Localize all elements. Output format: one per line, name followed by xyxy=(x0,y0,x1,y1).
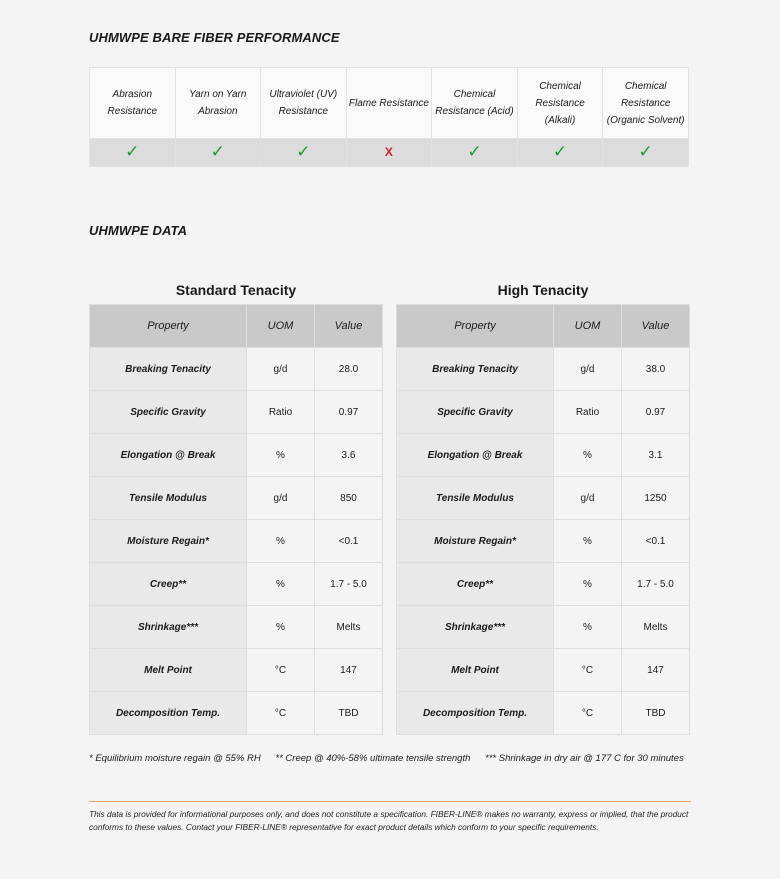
value-cell: 147 xyxy=(315,649,382,691)
uom-cell: °C xyxy=(247,692,314,734)
footnote-moisture: * Equilibrium moisture regain @ 55% RH xyxy=(89,753,261,764)
uom-cell: % xyxy=(247,520,314,562)
property-cell: Moisture Regain* xyxy=(397,520,553,562)
value-header: Value xyxy=(622,305,689,347)
property-cell: Moisture Regain* xyxy=(90,520,246,562)
footnotes xyxy=(89,753,696,764)
uom-header: UOM xyxy=(247,305,314,347)
property-cell: Specific Gravity xyxy=(90,391,246,433)
footnote-shrinkage: *** Shrinkage in dry air @ 177 C for 30 minutes xyxy=(485,753,684,764)
cross-icon: X xyxy=(384,144,393,159)
uom-cell: °C xyxy=(247,649,314,691)
uom-cell: % xyxy=(554,606,621,648)
table-row xyxy=(90,649,382,691)
value-cell: Melts xyxy=(622,606,689,648)
standard-tenacity-block xyxy=(89,280,383,735)
table-row xyxy=(90,434,382,476)
performance-column-label: Chemical Resistance (Acid) xyxy=(432,68,517,138)
performance-column-label: Ultraviolet (UV) Resistance xyxy=(261,68,346,138)
value-cell: 1.7 - 5.0 xyxy=(622,563,689,605)
uom-cell: g/d xyxy=(554,348,621,390)
uom-cell: Ratio xyxy=(247,391,314,433)
table-row xyxy=(90,563,382,605)
check-icon: ✓ xyxy=(210,141,225,161)
property-cell: Melt Point xyxy=(397,649,553,691)
high-tenacity-block xyxy=(396,280,690,735)
table-row xyxy=(397,434,689,476)
high-tenacity-table xyxy=(396,304,690,735)
uom-cell: % xyxy=(554,434,621,476)
performance-column-label: Chemical Resistance (Alkali) xyxy=(518,68,603,138)
table-row xyxy=(397,348,689,390)
table-row xyxy=(397,649,689,691)
data-section-title: UHMWPE DATA xyxy=(89,223,188,238)
check-icon: ✓ xyxy=(125,141,140,161)
table-row xyxy=(397,563,689,605)
table-row xyxy=(90,348,382,390)
uom-header: UOM xyxy=(554,305,621,347)
performance-marks-row xyxy=(90,139,688,166)
standard-tenacity-table xyxy=(89,304,383,735)
table-row xyxy=(90,692,382,734)
table-row xyxy=(397,477,689,519)
table-header-row xyxy=(397,305,689,347)
divider-rule xyxy=(89,801,691,802)
property-cell: Melt Point xyxy=(90,649,246,691)
check-icon: ✓ xyxy=(552,141,568,161)
property-cell: Shrinkage*** xyxy=(397,606,553,648)
property-cell: Specific Gravity xyxy=(397,391,553,433)
uom-cell: g/d xyxy=(247,477,314,519)
check-icon: ✓ xyxy=(467,141,482,161)
property-cell: Tensile Modulus xyxy=(397,477,553,519)
property-cell: Creep** xyxy=(397,563,553,605)
uom-cell: °C xyxy=(554,649,621,691)
table-header-row xyxy=(90,305,382,347)
footnote-creep: ** Creep @ 40%-58% ultimate tensile strength xyxy=(275,753,471,764)
property-header: Property xyxy=(397,305,553,347)
uom-cell: % xyxy=(247,563,314,605)
value-cell: 0.97 xyxy=(622,391,689,433)
value-cell: 38.0 xyxy=(622,348,689,390)
uom-cell: % xyxy=(554,563,621,605)
table-row xyxy=(397,520,689,562)
uom-cell: °C xyxy=(554,692,621,734)
table-row xyxy=(397,606,689,648)
property-cell: Elongation @ Break xyxy=(397,434,553,476)
property-cell: Elongation @ Break xyxy=(90,434,246,476)
value-header: Value xyxy=(315,305,382,347)
value-cell: 3.1 xyxy=(622,434,689,476)
property-cell: Breaking Tenacity xyxy=(90,348,246,390)
property-cell: Breaking Tenacity xyxy=(397,348,553,390)
table-row xyxy=(397,692,689,734)
uom-cell: Ratio xyxy=(554,391,621,433)
disclaimer-text: This data is provided for informational purposes only, and does not constitute a specification. FIBER-LINE® makes no warranty, express or implied, that the product conforms to these values. Contact your FIBER-LINE® representative for exact product details which conform to your specific requirements. xyxy=(89,809,689,832)
table-row xyxy=(90,606,382,648)
property-cell: Tensile Modulus xyxy=(90,477,246,519)
value-cell: Melts xyxy=(315,606,382,648)
value-cell: TBD xyxy=(315,692,382,734)
uom-cell: % xyxy=(247,434,314,476)
property-cell: Decomposition Temp. xyxy=(397,692,553,734)
performance-column-label: Chemical Resistance (Organic Solvent) xyxy=(603,68,688,138)
value-cell: 147 xyxy=(622,649,689,691)
value-cell: 1250 xyxy=(622,477,689,519)
value-cell: <0.1 xyxy=(622,520,689,562)
uom-cell: g/d xyxy=(554,477,621,519)
check-icon: ✓ xyxy=(638,141,653,161)
table-row xyxy=(90,391,382,433)
performance-header-row xyxy=(90,68,688,138)
performance-column-label: Abrasion Resistance xyxy=(90,68,175,138)
value-cell: 28.0 xyxy=(315,348,382,390)
table-row xyxy=(397,391,689,433)
uom-cell: % xyxy=(247,606,314,648)
value-cell: TBD xyxy=(622,692,689,734)
value-cell: 850 xyxy=(315,477,382,519)
performance-column-label: Flame Resistance xyxy=(347,68,432,138)
uom-cell: g/d xyxy=(247,348,314,390)
value-cell: 0.97 xyxy=(315,391,382,433)
high-tenacity-title: High Tenacity xyxy=(497,282,589,298)
property-header: Property xyxy=(90,305,246,347)
value-cell: 3.6 xyxy=(315,434,382,476)
standard-tenacity-title: Standard Tenacity xyxy=(175,282,297,298)
table-row xyxy=(90,520,382,562)
fiber-performance-table xyxy=(89,67,689,167)
value-cell: <0.1 xyxy=(315,520,382,562)
property-cell: Shrinkage*** xyxy=(90,606,246,648)
table-row xyxy=(90,477,382,519)
property-cell: Creep** xyxy=(90,563,246,605)
value-cell: 1.7 - 5.0 xyxy=(315,563,382,605)
performance-column-label: Yarn on Yarn Abrasion xyxy=(176,68,260,138)
check-icon: ✓ xyxy=(296,141,311,161)
property-cell: Decomposition Temp. xyxy=(90,692,246,734)
performance-section-title: UHMWPE BARE FIBER PERFORMANCE xyxy=(89,30,340,45)
uom-cell: % xyxy=(554,520,621,562)
